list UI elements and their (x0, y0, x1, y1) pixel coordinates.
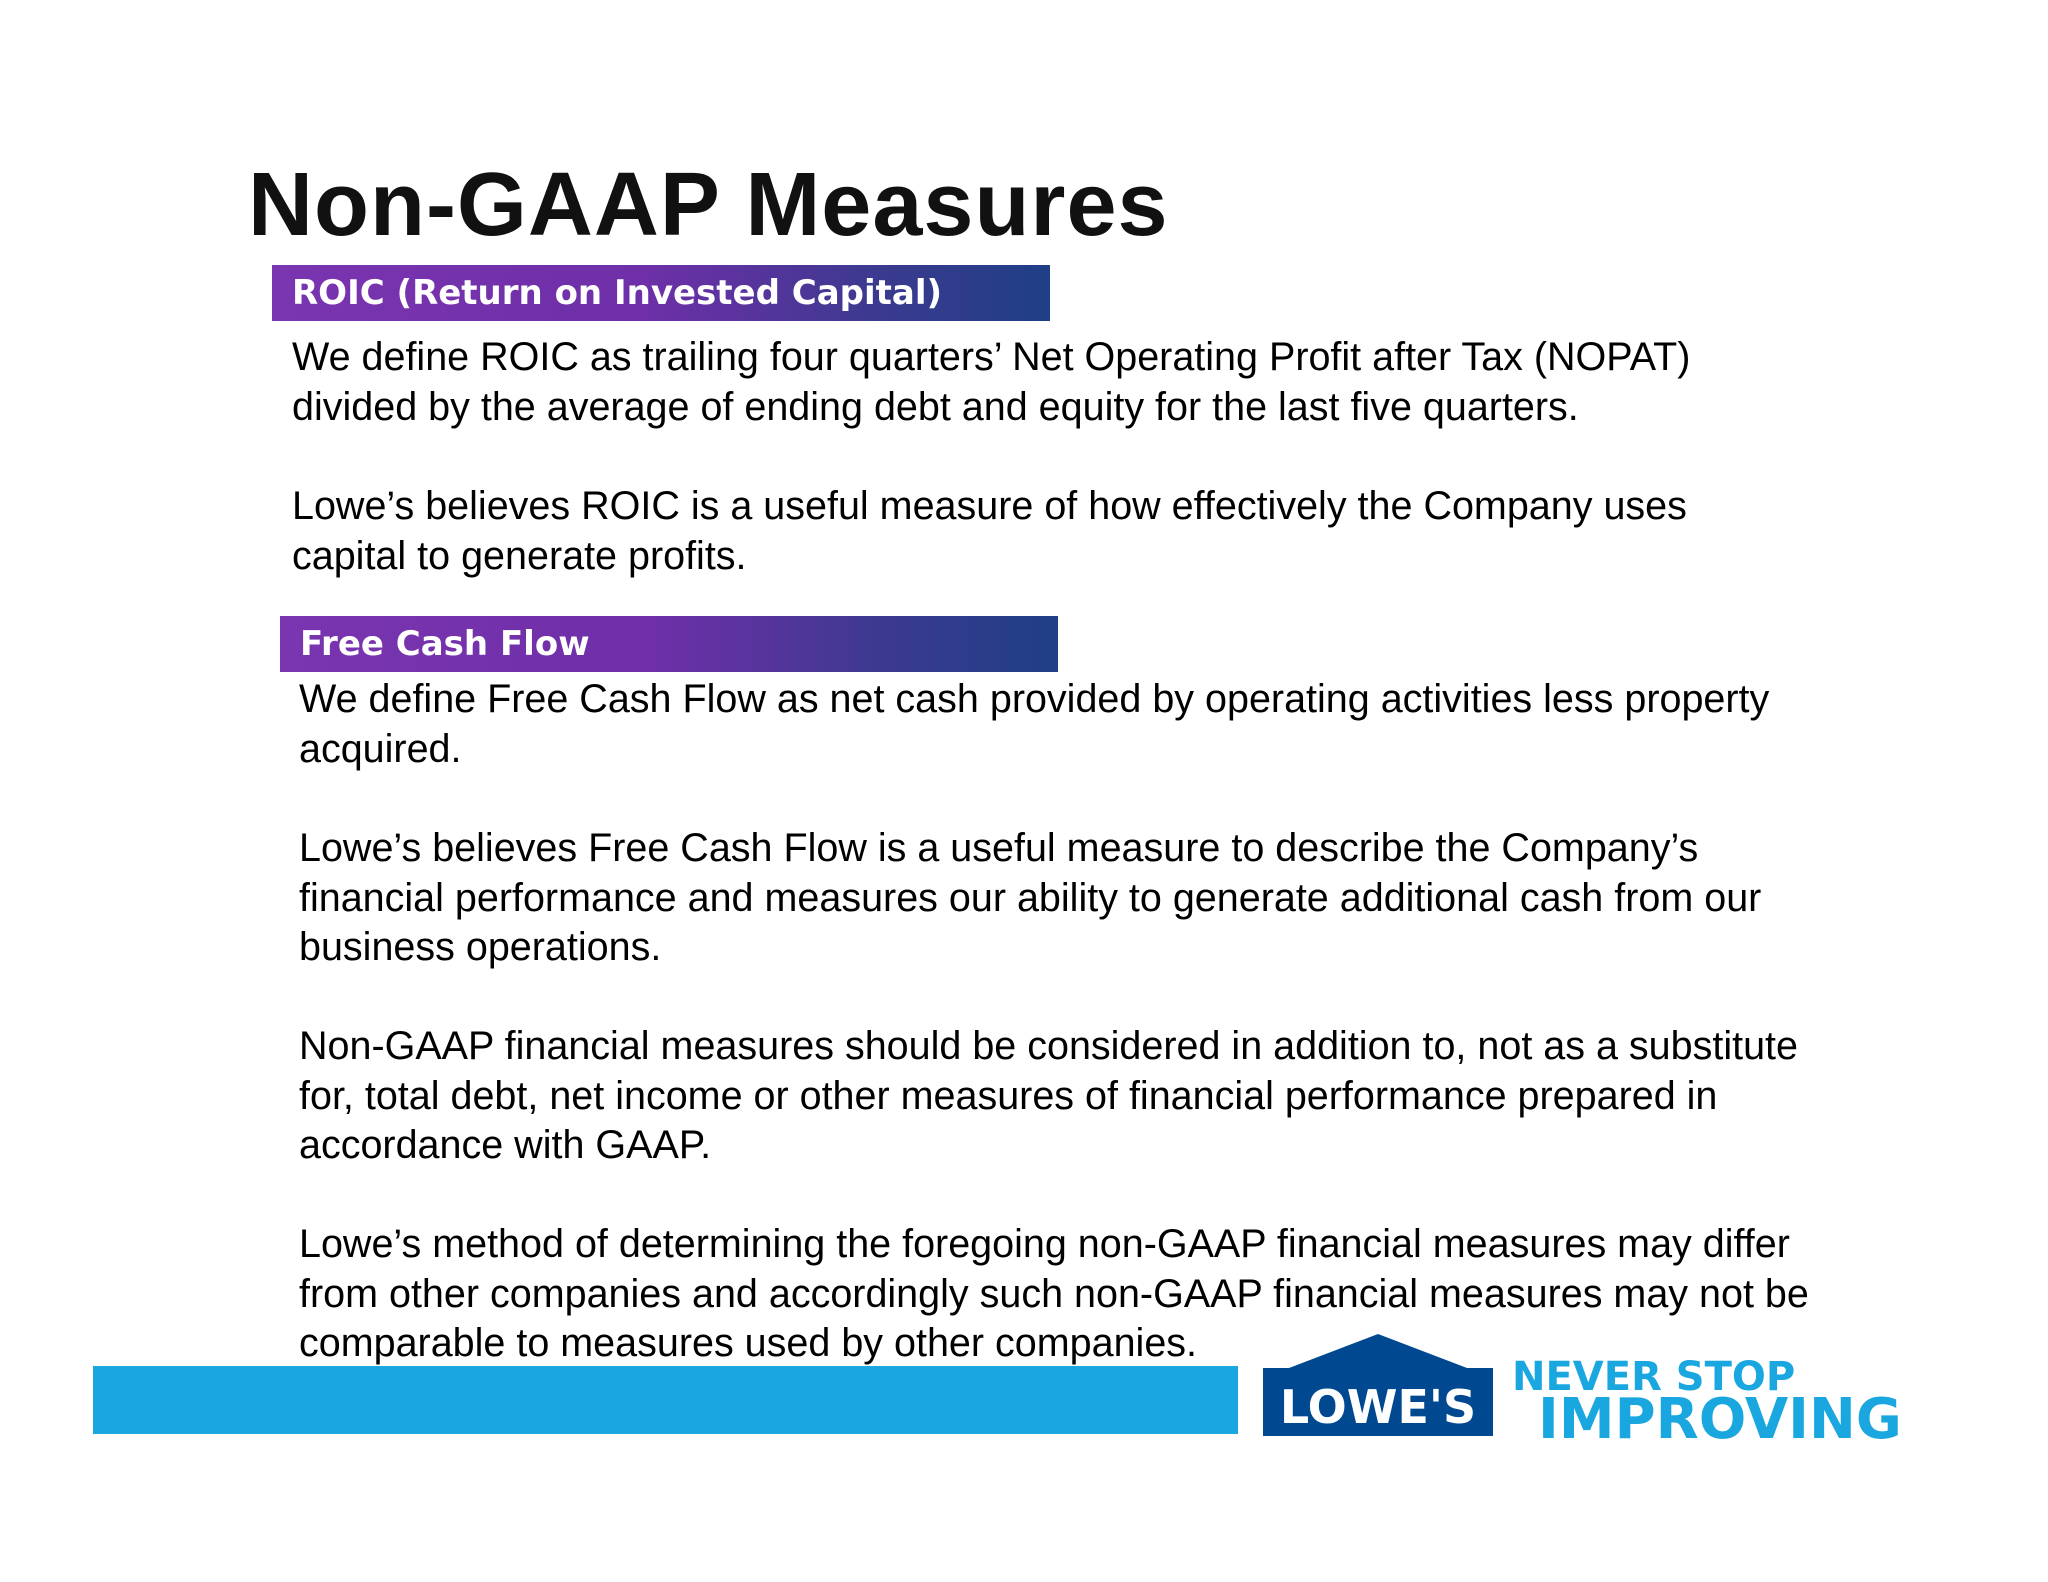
tagline-top: NEVER STOP (1512, 1354, 1796, 1400)
tagline-bottom: IMPROVING (1538, 1387, 1902, 1442)
lowes-logo (1263, 1330, 1493, 1436)
fcf-definition: We define Free Cash Flow as net cash provided by operating activities less property acquired. (299, 677, 1770, 771)
roic-section-banner: ROIC (Return on Invested Capital) (272, 265, 1050, 321)
fcf-usefulness: Lowe’s believes Free Cash Flow is a useful measure to describe the Company’s financial performance and measures our ability to generate additional cash from our business operations. (299, 826, 1762, 969)
logo-text: LOWE'S (1279, 1380, 1477, 1434)
roic-definition: We define ROIC as trailing four quarters’ Net Operating Profit after Tax (NOPAT) divided by the average of ending debt and equity for the last five quarters. (292, 335, 1691, 429)
non-gaap-disclaimer: Non-GAAP financial measures should be considered in addition to, not as a substitute for, total debt, net income or other measures of financial performance prepared in accordance with GAAP. (299, 1024, 1798, 1167)
footer-bar (93, 1366, 1238, 1434)
logo-roof (1289, 1334, 1467, 1368)
page-title: Non-GAAP Measures (248, 155, 1169, 255)
tagline (1508, 1352, 1928, 1442)
method-disclaimer: Lowe’s method of determining the foregoing non-GAAP financial measures may differ from other companies and accordingly such non-GAAP financial measures may not be comparable to measures used by other companies. (299, 1222, 1809, 1365)
fcf-section-banner: Free Cash Flow (280, 616, 1058, 672)
roic-usefulness: Lowe’s believes ROIC is a useful measure of how effectively the Company uses capital to generate profits. (292, 484, 1687, 578)
